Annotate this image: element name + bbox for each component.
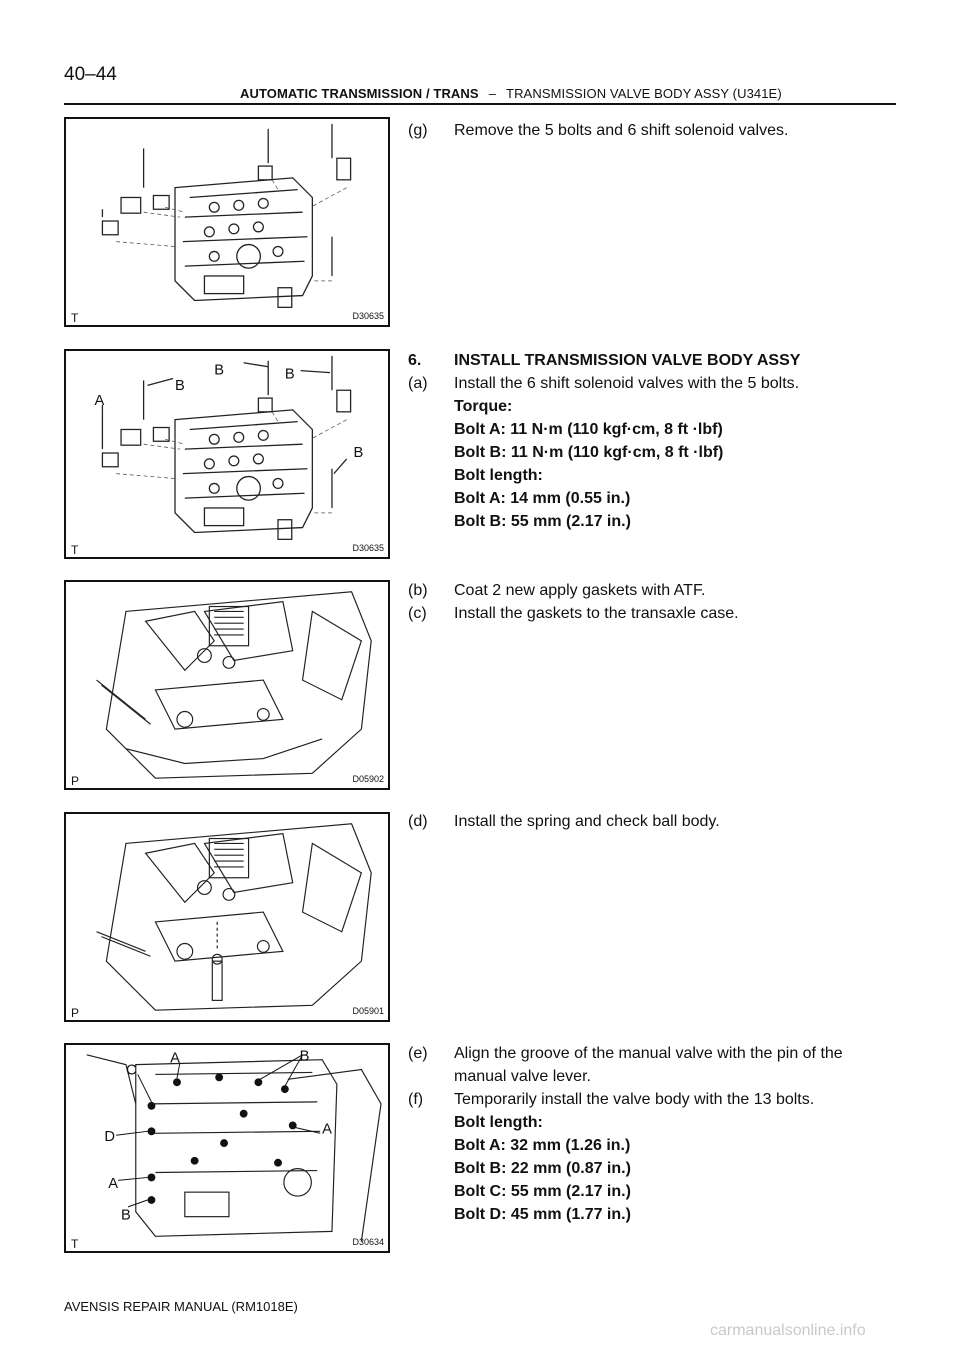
step-text: Remove the 5 bolts and 6 shift solenoid valves. [454, 122, 789, 139]
step-text: Install the spring and check ball body. [454, 813, 720, 830]
callout-label: A [322, 1121, 332, 1138]
step-heading-text: INSTALL TRANSMISSION VALVE BODY ASSY [454, 352, 801, 369]
figure-code: D30634 [352, 1237, 384, 1247]
running-header [240, 86, 782, 101]
watermark: carmanualsonline.info [710, 1322, 866, 1339]
callout-label: B [175, 378, 185, 395]
valve-body-illustration-labeled [66, 351, 388, 557]
step-label: (c) [408, 605, 427, 622]
figure-code: D05901 [352, 1006, 384, 1016]
figure-valve-body-bolts [64, 1043, 390, 1253]
subsection-title: TRANSMISSION VALVE BODY ASSY (U341E) [506, 86, 782, 101]
step-text: Temporarily install the valve body with the 13 bolts. [454, 1091, 815, 1108]
step-text: Install the gaskets to the transaxle case. [454, 605, 739, 622]
transaxle-check-ball-illustration [66, 814, 388, 1020]
step-label: (f) [408, 1091, 424, 1108]
header-rule [64, 103, 896, 105]
callout-label: B [121, 1207, 131, 1224]
header-separator: – [488, 86, 497, 101]
figure-code: D05902 [352, 774, 384, 784]
step-label: (d) [408, 813, 428, 830]
spec-length-b: Bolt B: 55 mm (2.17 in.) [454, 513, 631, 530]
step-label: (b) [408, 582, 428, 599]
page-number: 40–44 [64, 64, 117, 85]
spec-length-a: Bolt A: 14 mm (0.55 in.) [454, 490, 631, 507]
step-label: (g) [408, 122, 428, 139]
spec-heading-length: Bolt length: [454, 467, 543, 484]
figure-mark: T [71, 543, 79, 557]
callout-label: D [104, 1129, 116, 1146]
callout-label: A [94, 392, 105, 409]
spec-length-d: Bolt D: 45 mm (1.77 in.) [454, 1206, 631, 1223]
spec-heading-torque: Torque: [454, 398, 513, 415]
section-title: AUTOMATIC TRANSMISSION / TRANS [240, 86, 479, 101]
spec-length-c: Bolt C: 55 mm (2.17 in.) [454, 1183, 631, 1200]
figure-solenoid-removal [64, 117, 390, 327]
step-text: Coat 2 new apply gaskets with ATF. [454, 582, 706, 599]
step-label: (a) [408, 375, 428, 392]
spec-heading-length: Bolt length: [454, 1114, 543, 1131]
valve-body-bolts-illustration [66, 1045, 388, 1251]
figure-solenoid-install [64, 349, 390, 559]
step-text-continued: manual valve lever. [454, 1068, 591, 1085]
step-label: 6. [408, 352, 422, 369]
step-label: (e) [408, 1045, 428, 1062]
figure-gasket-install [64, 580, 390, 790]
figure-code: D30635 [352, 543, 384, 553]
callout-label: A [170, 1050, 180, 1067]
callout-label: B [299, 1048, 310, 1065]
spec-torque-a: Bolt A: 11 N·m (110 kgf·cm, 8 ft ·lbf) [454, 421, 723, 438]
step-text: Install the 6 shift solenoid valves with the 5 bolts. [454, 375, 800, 392]
spec-length-a: Bolt A: 32 mm (1.26 in.) [454, 1137, 631, 1154]
figure-check-ball [64, 812, 390, 1022]
callout-label: B [284, 366, 295, 383]
figure-code: D30635 [352, 311, 384, 321]
figure-mark: P [71, 1006, 80, 1020]
figure-mark: P [71, 774, 80, 788]
spec-torque-b: Bolt B: 11 N·m (110 kgf·cm, 8 ft ·lbf) [454, 444, 724, 461]
valve-body-illustration [66, 119, 388, 325]
step-text: Align the groove of the manual valve with the pin of the [454, 1045, 843, 1062]
callout-label: B [353, 444, 364, 461]
spec-length-b: Bolt B: 22 mm (0.87 in.) [454, 1160, 631, 1177]
manual-footer: AVENSIS REPAIR MANUAL (RM1018E) [64, 1299, 298, 1314]
figure-mark: T [71, 1237, 79, 1251]
callout-label: C [125, 1062, 137, 1079]
figure-mark: T [71, 311, 79, 325]
callout-label: B [214, 362, 225, 379]
transaxle-case-illustration [66, 582, 388, 788]
callout-label: A [108, 1176, 119, 1193]
